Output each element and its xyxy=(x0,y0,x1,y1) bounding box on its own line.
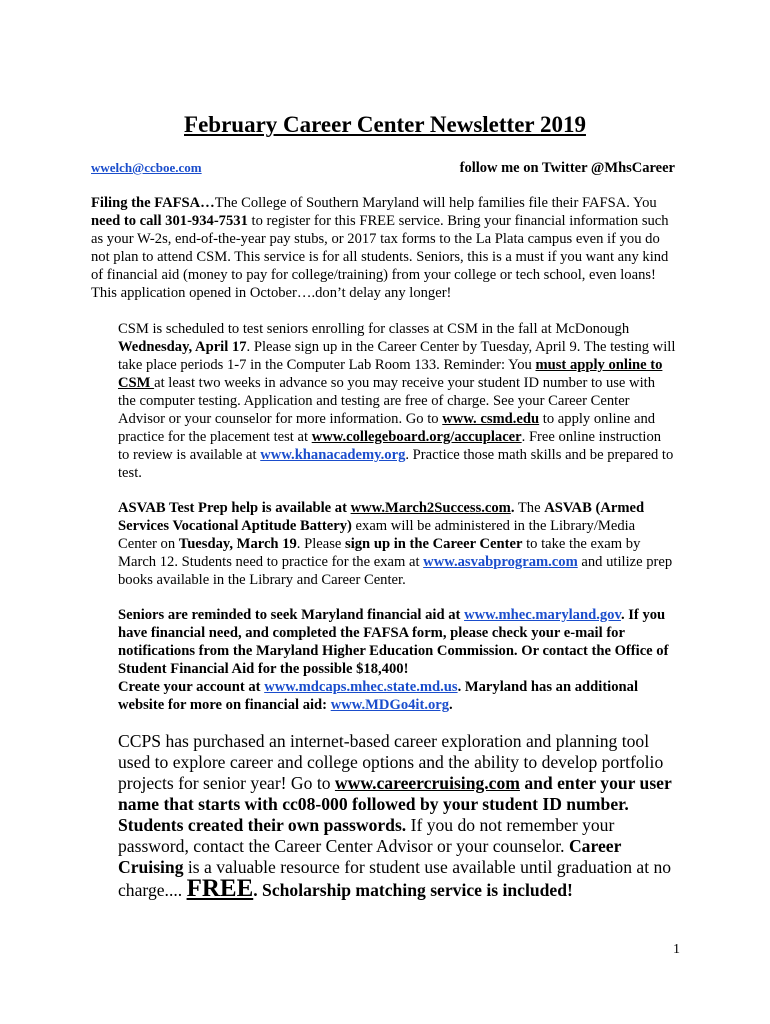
fafsa-text-2: to register for this FREE service. Bring your financial information such as your W-2s, end-of-the-year pay stubs, or 2017 tax forms to the La Plata campus even if you do not plan to attend CSM. This service is for all students. Seniors, this is a must if you want any kind of financial aid (money to pay for college/training) from your college or tech school, even loans! This application opened in October….don’t delay any longer! xyxy=(91,213,669,301)
csm-text-2: . Please sign up in the Career Center by Tuesday, April 9. The testing will take place periods 1-7 in the Computer Lab Room 133. Reminder: You xyxy=(118,339,676,373)
email-link[interactable]: wwelch@ccboe.com xyxy=(91,160,202,175)
csm-text-4: to apply online and practice for the placement test at xyxy=(118,411,656,445)
collegeboard-link[interactable]: www.collegeboard.org/accuplacer xyxy=(311,429,522,445)
asvab-heading-end: . xyxy=(510,500,515,516)
fafsa-text-1: The College of Southern Maryland will help families file their FAFSA. You xyxy=(214,195,657,211)
maryland-aid-paragraph xyxy=(118,606,676,714)
twitter-handle: follow me on Twitter @MhsCareer xyxy=(459,160,675,176)
maryland-text-4: . Maryland has an additional website for more on financial aid: xyxy=(118,679,639,713)
maryland-text-3: Create your account at xyxy=(118,679,265,695)
khanacademy-link[interactable]: www.khanacademy.org xyxy=(260,447,406,463)
ccps-text-2: If you do not remember your password, contact the Career Center Advisor or your counselor. xyxy=(118,815,615,856)
asvab-text-5: and utilize prep books available in the Library and Career Center. xyxy=(118,554,673,588)
csm-text-1: CSM is scheduled to test seniors enrolling for classes at CSM in the fall at McDonough xyxy=(118,321,630,337)
ccps-paragraph xyxy=(118,731,683,901)
csm-test-date: Wednesday, April 17 xyxy=(118,339,247,355)
asvab-text-1: The xyxy=(514,500,545,516)
contact-row xyxy=(91,160,675,177)
page-number: 1 xyxy=(673,942,680,957)
ccps-scholarship-note: . Scholarship matching service is included! xyxy=(253,880,573,900)
fafsa-heading: Filing the FAFSA… xyxy=(91,195,215,211)
csm-must-apply: must apply online to CSM xyxy=(118,357,663,391)
asvabprogram-link[interactable]: www.asvabprogram.com xyxy=(423,554,578,570)
ccps-text-3: is a valuable resource for student use available until graduation at no charge.... xyxy=(118,857,672,900)
march2success-link[interactable]: www.March2Success.com xyxy=(350,500,511,516)
asvab-fullname: ASVAB (Armed Services Vocational Aptitude Battery) xyxy=(118,500,645,534)
ccps-career-cruising: Career Cruising xyxy=(118,836,622,877)
mhec-link[interactable]: www.mhec.maryland.gov xyxy=(464,607,621,623)
fafsa-paragraph xyxy=(91,194,676,302)
csm-text-6: . Practice those math skills and be prepared to test. xyxy=(118,447,674,481)
careercruising-link[interactable]: www.careercruising.com xyxy=(334,773,520,793)
maryland-text-2: . If you have financial need, and completed the FAFSA form, please check your e-mail for notifications from the Maryland Higher Education Commission. Or contact the Office of Student Financial Aid for the possible $18,400! xyxy=(118,607,669,677)
fafsa-call-number: need to call 301-934-7531 xyxy=(91,213,248,229)
asvab-text-2: exam will be administered in the Library/Media Center on xyxy=(118,518,636,552)
asvab-heading: ASVAB Test Prep help is available at xyxy=(118,500,351,516)
asvab-text-4: to take the exam by March 12. Students need to practice for the exam at xyxy=(118,536,641,570)
mdgo4it-link[interactable]: www.MDGo4it.org xyxy=(330,697,450,713)
page-title: February Career Center Newsletter 2019 xyxy=(184,112,586,137)
maryland-text-5: . xyxy=(449,697,453,713)
csm-text-3: at least two weeks in advance so you may receive your student ID number to use with the computer testing. Application and testing are free of charge. See your Career Center Advisor or your counselor for more information. Go to xyxy=(118,375,656,427)
mdcaps-link[interactable]: www.mdcaps.mhec.state.md.us xyxy=(264,679,458,695)
maryland-text-1: Seniors are reminded to seek Maryland financial aid at xyxy=(118,607,465,623)
asvab-signup: sign up in the Career Center xyxy=(345,536,523,552)
ccps-text-1: CCPS has purchased an internet-based career exploration and planning tool used to explore career and college options and the ability to develop portfolio projects for senior year! Go to xyxy=(118,731,664,793)
asvab-exam-date: Tuesday, March 19 xyxy=(178,536,297,552)
ccps-login-instructions: and enter your user name that starts with cc08-000 followed by your student ID number. Students created their own passwords. xyxy=(118,773,672,835)
csmd-link[interactable]: www. csmd.edu xyxy=(442,411,540,427)
asvab-text-3: . Please xyxy=(296,536,346,552)
ccps-free: FREE xyxy=(186,875,254,902)
csm-text-5: . Free online instruction to review is available at xyxy=(118,429,662,463)
csm-paragraph xyxy=(118,320,676,482)
asvab-paragraph xyxy=(118,499,676,589)
